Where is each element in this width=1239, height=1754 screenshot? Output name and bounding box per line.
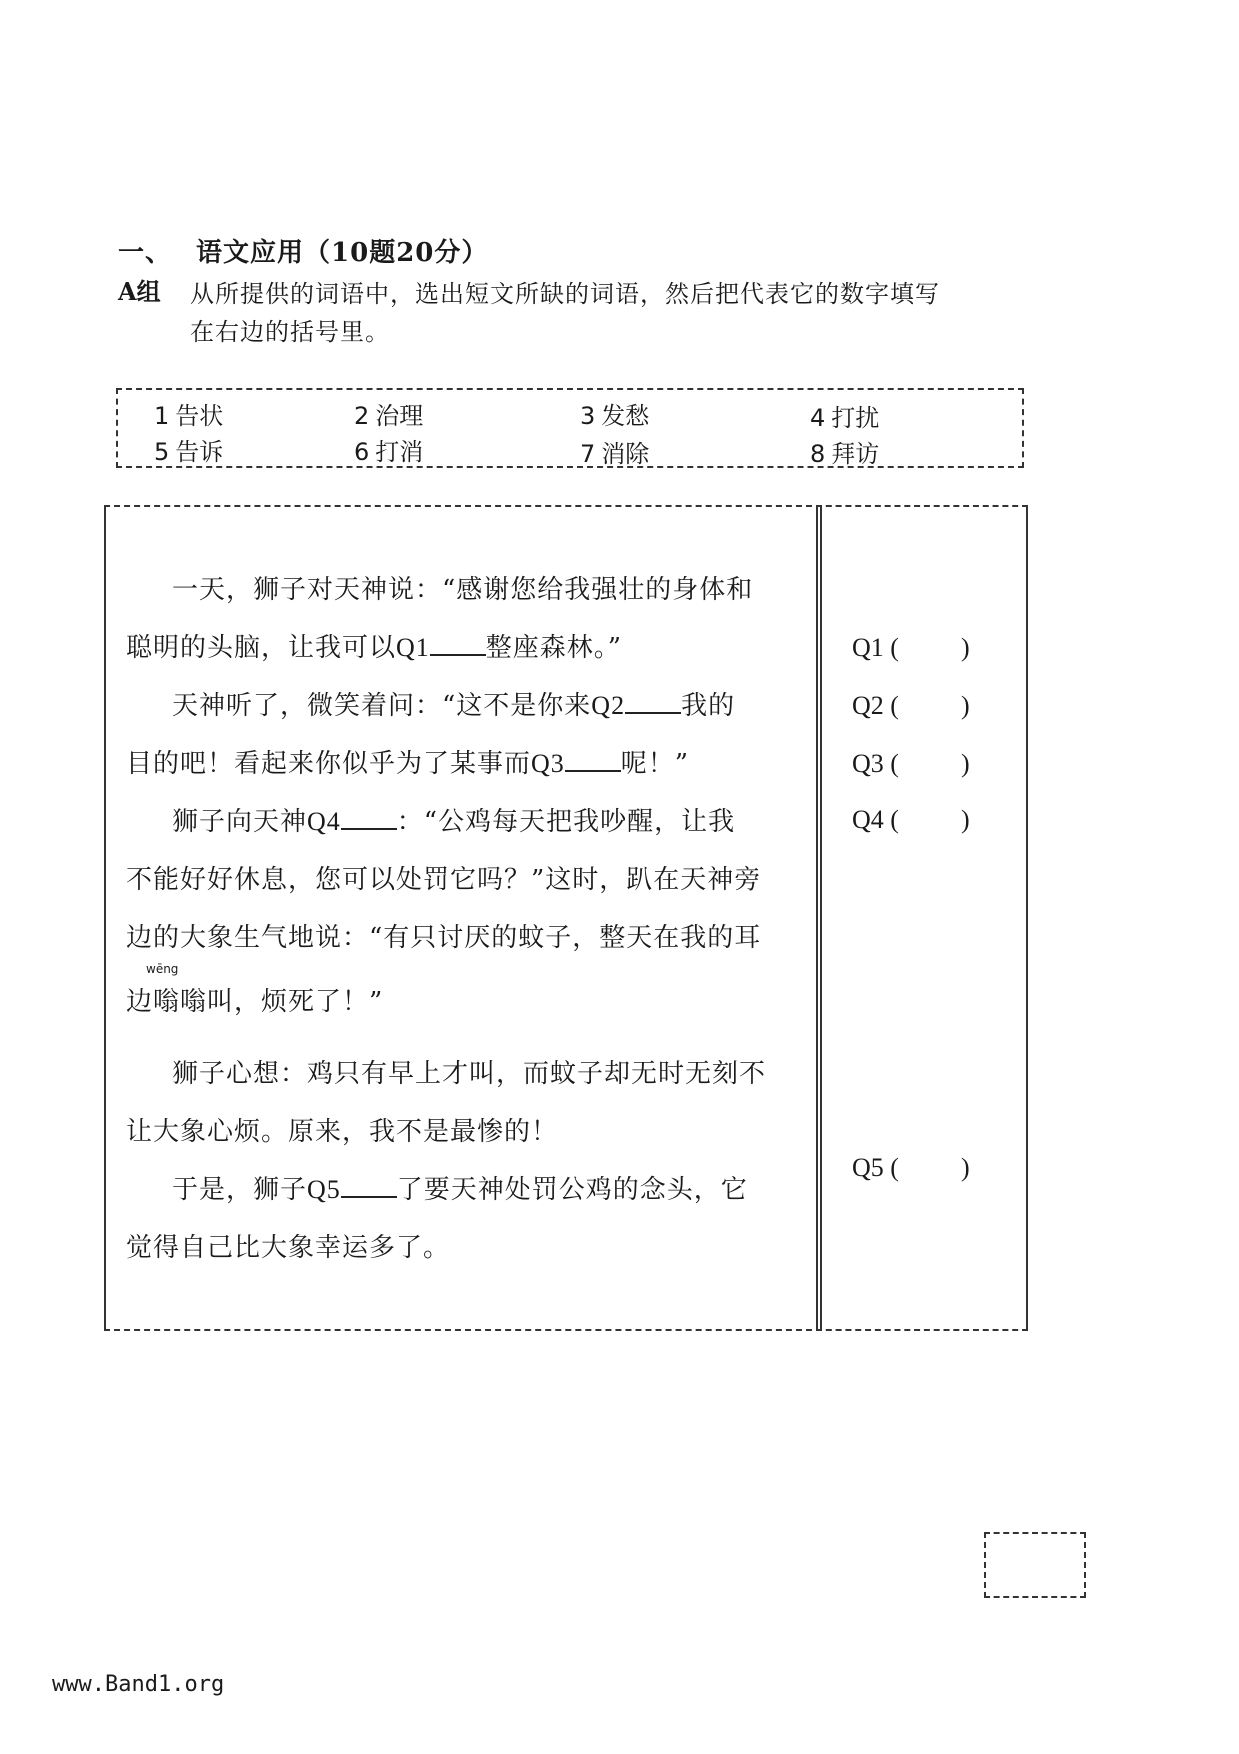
- blank-q3: [565, 769, 621, 772]
- passage-line: 边嗡嗡叫，烦死了！”: [126, 987, 384, 1017]
- word-option-8: 8 拜访: [810, 440, 880, 468]
- passage-line: 狮子心想：鸡只有早上才叫，而蚊子却无时无刻不: [172, 1059, 767, 1089]
- answer-slot-q4[interactable]: Q4 ( ): [852, 805, 970, 834]
- word-option-5: 5 告诉: [154, 438, 224, 466]
- word-option-7: 7 消除: [580, 440, 650, 468]
- passage-line: 于是，狮子Q5 了要天神处罚公鸡的念头，它: [172, 1175, 748, 1205]
- answer-slot-q3[interactable]: Q3 ( ): [852, 749, 970, 778]
- instruction-line-2: 在右边的括号里。: [190, 318, 390, 346]
- blank-q4: [341, 827, 397, 830]
- word-option-2: 2 治理: [354, 402, 424, 430]
- section-number: 一、: [118, 238, 173, 268]
- answer-box: [816, 505, 1028, 1331]
- blank-q2: [625, 711, 681, 714]
- pinyin-annotation: wēng: [146, 962, 179, 976]
- passage-line: 聪明的头脑，让我可以Q1 整座森林。”: [126, 633, 623, 663]
- answer-slot-q5[interactable]: Q5 ( ): [852, 1153, 970, 1182]
- passage-line: 目的吧！看起来你似乎为了某事而Q3 呢！”: [126, 749, 690, 779]
- word-option-4: 4 打扰: [810, 404, 880, 432]
- passage-line: 天神听了，微笑着问：“这不是你来Q2 我的: [172, 691, 736, 721]
- answer-slot-q1[interactable]: Q1 ( ): [852, 633, 970, 662]
- word-option-3: 3 发愁: [580, 402, 650, 430]
- passage-box: [104, 505, 822, 1331]
- section-title: 语文应用（10题20分）: [196, 238, 489, 268]
- instruction-label: A组: [118, 277, 161, 306]
- passage-line: 让大象心烦。原来，我不是最惨的！: [126, 1117, 559, 1147]
- passage-line: 觉得自己比大象幸运多了。: [126, 1233, 451, 1263]
- section-heading: [118, 232, 488, 269]
- word-bank: [116, 388, 1024, 468]
- word-option-6: 6 打消: [354, 438, 424, 466]
- passage-line: 边的大象生气地说：“有只讨厌的蚊子，整天在我的耳: [126, 923, 762, 953]
- word-option-1: 1 告状: [154, 402, 224, 430]
- passage-line: 一天，狮子对天神说：“感谢您给我强壮的身体和: [172, 575, 754, 605]
- instruction-line-1: 从所提供的词语中，选出短文所缺的词语，然后把代表它的数字填写: [190, 280, 940, 308]
- blank-q1: [430, 653, 486, 656]
- passage-line: 狮子向天神Q4 ：“公鸡每天把我吵醒，让我: [172, 807, 736, 837]
- answer-slot-q2[interactable]: Q2 ( ): [852, 691, 970, 720]
- page-number-box: [984, 1532, 1086, 1598]
- blank-q5: [341, 1195, 397, 1198]
- passage-line: 不能好好休息，您可以处罚它吗？”这时，趴在天神旁: [126, 865, 762, 895]
- footer-url: www.Band1.org: [52, 1672, 225, 1697]
